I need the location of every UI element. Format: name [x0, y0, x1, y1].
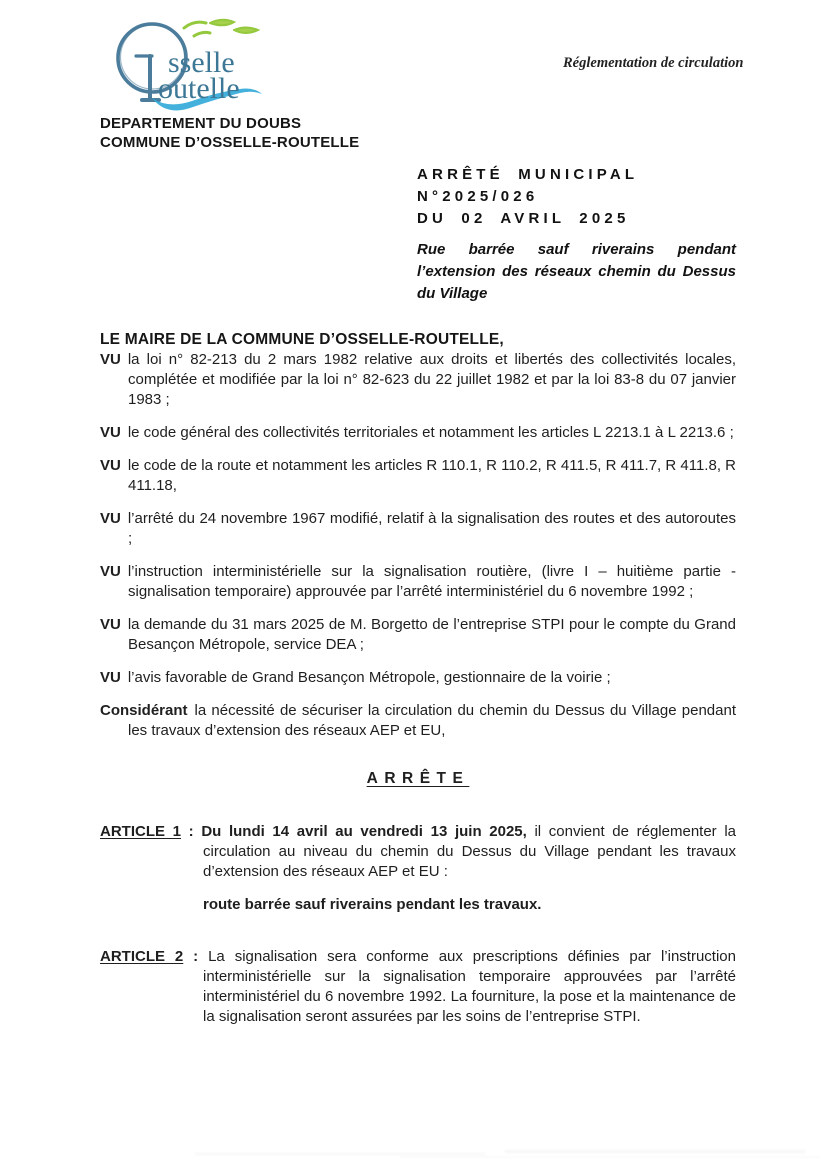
article-separator: : — [181, 823, 202, 840]
logo-word-top: sselle — [168, 46, 235, 79]
document-category-watermark: Réglementation de circulation — [563, 55, 744, 71]
recital-label: VU — [100, 457, 121, 474]
article-1 — [100, 822, 736, 882]
recital-6 — [100, 615, 736, 655]
recital-text: la demande du 31 mars 2025 de M. Borgetto de l’entreprise STPI pour le compte du Grand Besançon Métropole, service DEA ; — [127, 616, 736, 653]
osselle-routelle-logo-graphic — [106, 14, 266, 120]
decree-title-block — [417, 164, 736, 320]
decree-subject: Rue barrée sauf riverains pendant l’extension des réseaux chemin du Dessus du Village — [417, 241, 736, 302]
recital-label: VU — [100, 563, 121, 580]
article-separator: : — [183, 948, 209, 965]
recital-7 — [100, 668, 736, 688]
article-2 — [100, 947, 736, 1027]
recital-text: le code de la route et notamment les articles R 110.1, R 110.2, R 411.5, R 411.7, R 411.8, R 411.18, — [127, 457, 736, 494]
recital-label: VU — [100, 351, 121, 368]
recital-text: le code général des collectivités territoriales et notamment les articles L 2213.1 à L 2213.6 ; — [127, 424, 734, 441]
scan-artifact — [400, 1156, 820, 1158]
opening-line: LE MAIRE DE LA COMMUNE D’OSSELLE-ROUTELLE, — [100, 331, 504, 348]
department-block — [100, 115, 500, 152]
scan-artifact — [505, 1150, 805, 1153]
recital-text: l’avis favorable de Grand Besançon Métropole, gestionnaire de la voirie ; — [127, 669, 611, 686]
article-label: ARTICLE 2 — [100, 948, 184, 965]
decree-number: N°2025/026 — [417, 188, 539, 205]
recital-1 — [100, 350, 736, 410]
recital-text: l’arrêté du 24 novembre 1967 modifié, relatif à la signalisation des routes et des autoroutes ; — [127, 510, 736, 547]
recital-5 — [100, 562, 736, 602]
decree-title: ARRÊTÉ MUNICIPAL — [417, 166, 639, 183]
recital-2 — [100, 423, 736, 443]
decree-date: DU 02 AVRIL 2025 — [417, 210, 630, 227]
recital-label: VU — [100, 510, 121, 527]
article-bold-lead: Du lundi 14 avril au vendredi 13 juin 2025, — [201, 823, 527, 840]
scan-artifact — [195, 1153, 485, 1155]
recital-label: Considérant — [100, 702, 188, 719]
commune-line: COMMUNE D’OSSELLE-ROUTELLE — [100, 133, 360, 151]
recital-4 — [100, 509, 736, 549]
article-1-bold-line: route barrée sauf riverains pendant les travaux. — [203, 896, 542, 913]
recital-text: la loi n° 82-213 du 2 mars 1982 relative aux droits et libertés des collectivités locales, complétée et modifiée par la loi n° 82-623 du 22 juillet 1982 et par la loi 83-8 du 07 janvier 1983 ; — [127, 351, 736, 408]
article-label: ARTICLE 1 — [100, 823, 181, 840]
department-line: DEPARTEMENT DU DOUBS — [100, 115, 302, 132]
recital-label: VU — [100, 616, 121, 633]
leaf-strokes-icon — [184, 20, 258, 36]
recital-text: l’instruction interministérielle sur la signalisation routière, (livre I – huitième partie - signalisation temporaire) approuvée par l’arrêté interministériel du 6 novembre 1992 ; — [127, 563, 736, 600]
document-body — [100, 330, 736, 1027]
recital-3 — [100, 456, 736, 496]
recital-label: VU — [100, 424, 121, 441]
recital-label: VU — [100, 669, 121, 686]
decree-heading: ARRÊTE — [366, 770, 470, 787]
article-text: il convient de réglementer la circulation au niveau du chemin du Dessus du Village pendant les travaux d’extension des réseaux AEP et EU : — [203, 823, 736, 880]
commune-logo — [106, 14, 266, 120]
recital-text: la nécessité de sécuriser la circulation du chemin du Dessus du Village pendant les travaux d’extension des réseaux AEP et EU, — [128, 702, 736, 739]
recital-considerant — [100, 701, 736, 741]
logo-word-bottom: outelle — [158, 72, 240, 105]
article-text: La signalisation sera conforme aux prescriptions définies par l’instruction interministérielle sur la signalisation temporaire approuvées par l’arrêté interministériel du 6 novembre 1992. La fourniture, la pose et la maintenance de la signalisation seront assurées par les soins de l’entreprise STPI. — [203, 948, 736, 1025]
